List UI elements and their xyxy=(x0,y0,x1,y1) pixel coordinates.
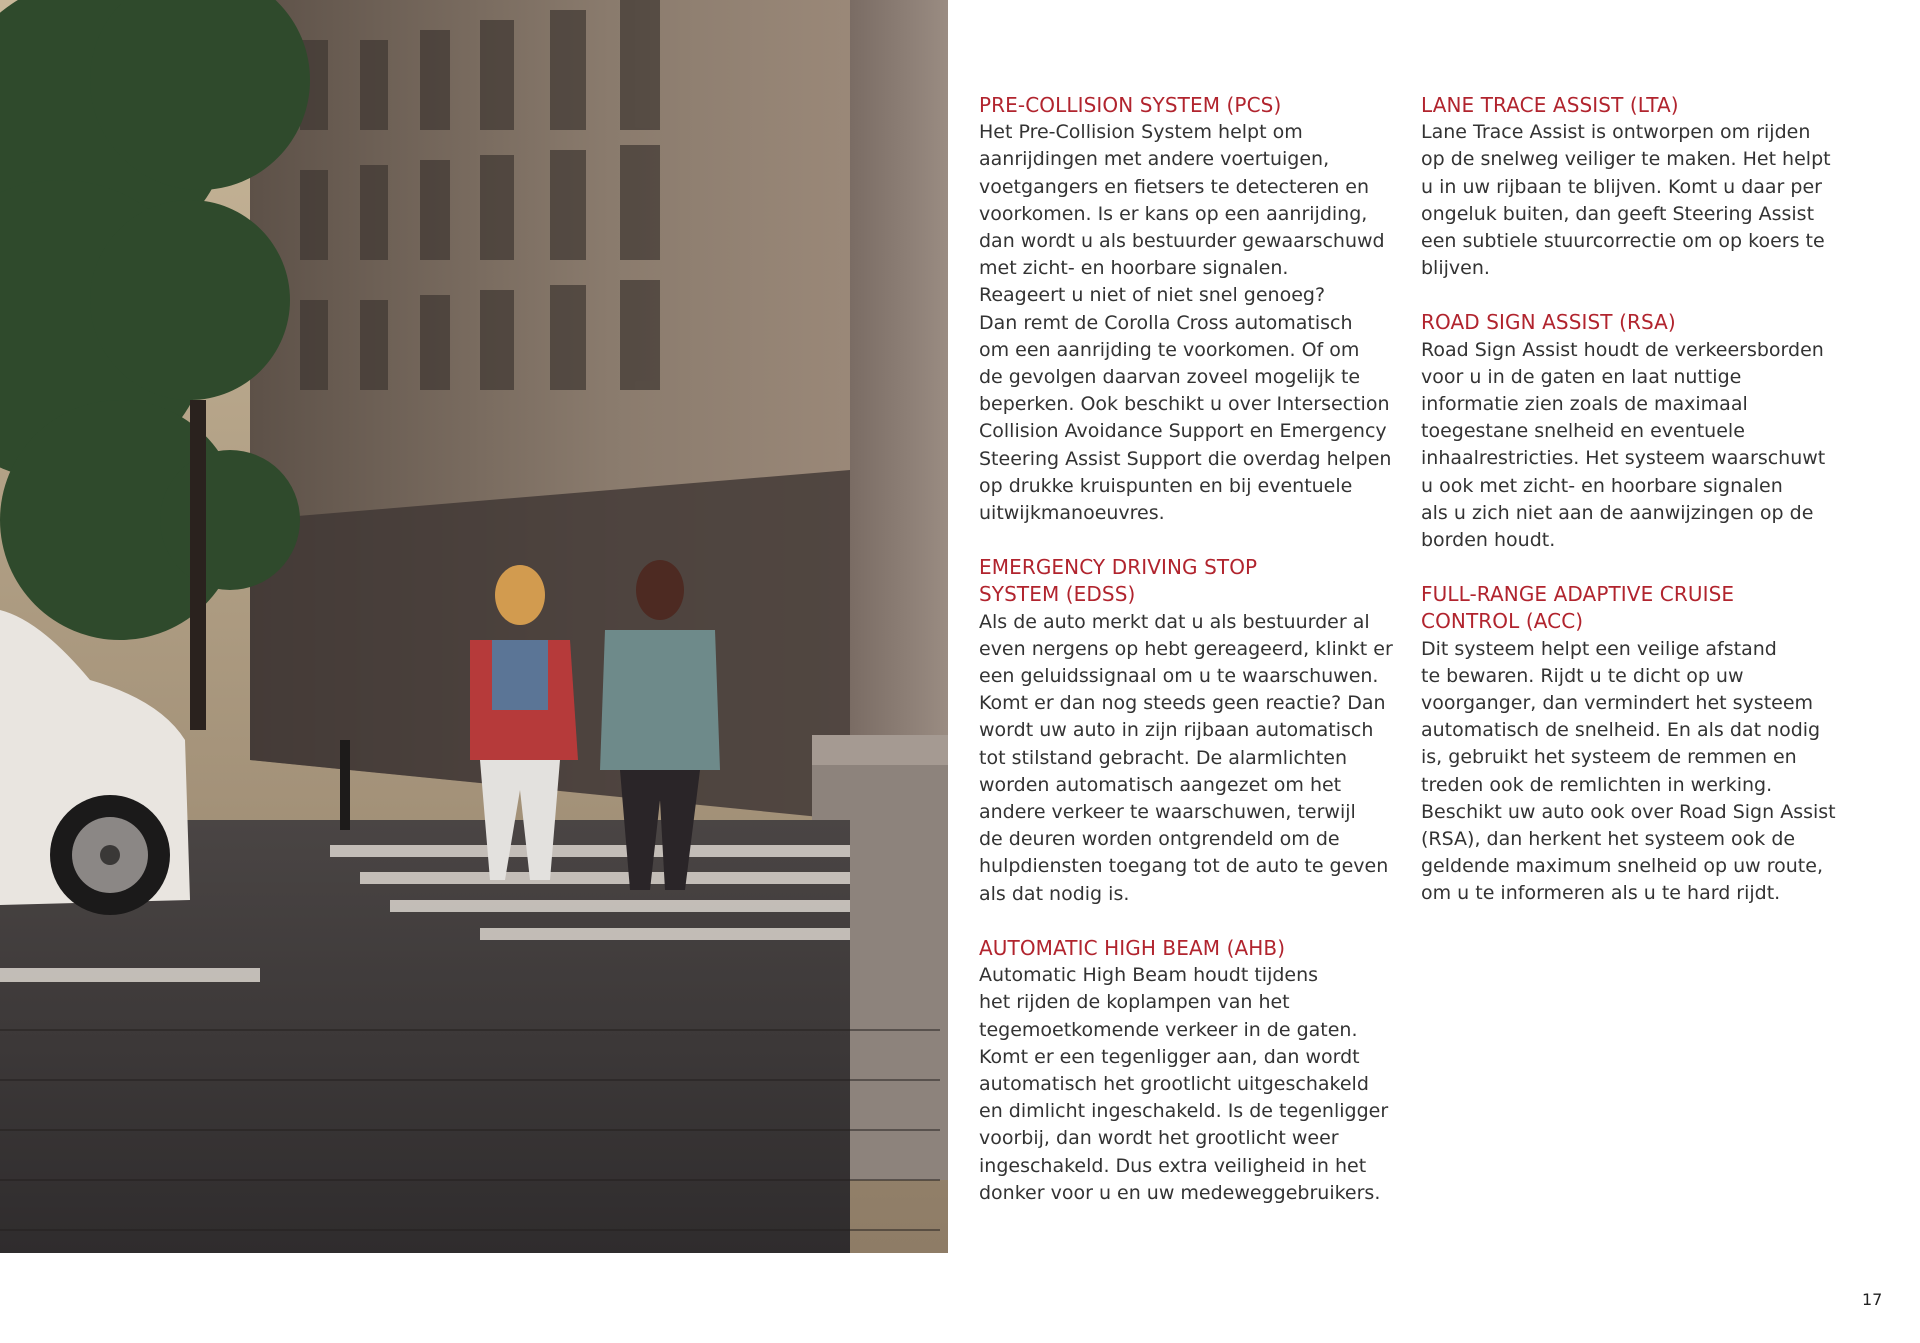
street-photo-illustration xyxy=(0,0,948,1253)
section-acc xyxy=(1421,581,1845,907)
section-body: Het Pre-Collision System helpt om aanrijdingen met andere voertuigen, voetgangers en fietsers te detecteren en voorkomen. Is er kans op een aanrijding, dan wordt u als bestuurder gewaarschuwd met zicht- en hoorbare signalen. Reageert u niet of niet snel genoeg? Dan remt de Corolla Cross automatisch om een aanrijding te voorkomen. Of om de gevolgen daarvan zoveel mogelijk te beperken. Ook beschikt u over Intersection Collision Avoidance Support en Emergency Steering Assist Support die overdag helpen op drukke kruispunten en bij eventuele uitwijkmanoeuvres. xyxy=(979,121,1392,525)
section-edss xyxy=(979,554,1403,908)
section-heading: EMERGENCY DRIVING STOP SYSTEM (EDSS) xyxy=(979,555,1258,607)
section-body: Lane Trace Assist is ontworpen om rijden op de snelweg veiliger te maken. Het helpt u in uw rijbaan te blijven. Komt u daar per ongeluk buiten, dan geeft Steering Assist een subtiele stuurcorrectie om op koers te blijven. xyxy=(1421,121,1831,280)
section-heading: ROAD SIGN ASSIST (RSA) xyxy=(1421,310,1676,335)
section-heading: FULL-RANGE ADAPTIVE CRUISE CONTROL (ACC) xyxy=(1421,582,1735,634)
section-body: Automatic High Beam houdt tijdens het rijden de koplampen van het tegemoetkomende verkeer in de gaten. Komt er een tegenligger aan, dan wordt automatisch het grootlicht uitgeschakeld en dimlicht ingeschakeld. Is de tegenligger voorbij, dan wordt het grootlicht weer ingeschakeld. Dus extra veiligheid in het donker voor u en uw medeweggebruikers. xyxy=(979,964,1389,1204)
section-rsa xyxy=(1421,309,1845,554)
section-body: Road Sign Assist houdt de verkeersborden voor u in de gaten en laat nuttige informatie zien zoals de maximaal toegestane snelheid en eventuele inhaalrestricties. Het systeem waarschuwt u ook met zicht- en hoorbare signalen als u zich niet aan de aanwijzingen op de borden houdt. xyxy=(1421,338,1826,552)
text-column-left xyxy=(979,92,1403,1234)
section-body: Als de auto merkt dat u als bestuurder al even nergens op hebt gereageerd, klinkt er een geluidssignaal om u te waarschuwen. Komt er dan nog steeds geen reactie? Dan wordt uw auto in zijn rijbaan automatisch tot stilstand gebracht. De alarmlichten worden automatisch aangezet om het andere verkeer te waarschuwen, terwijl de deuren worden ontgrendeld om de hulpdiensten toegang tot de auto te geven als dat nodig is. xyxy=(979,610,1393,905)
section-heading: LANE TRACE ASSIST (LTA) xyxy=(1421,93,1679,117)
section-pcs xyxy=(979,92,1403,527)
section-lta xyxy=(1421,92,1845,282)
text-column-right xyxy=(1421,92,1845,935)
section-ahb xyxy=(979,935,1403,1207)
section-body: Dit systeem helpt een veilige afstand te bewaren. Rijdt u te dicht op uw voorganger, dan vermindert het systeem automatisch de snelheid. En als dat nodig is, gebruikt het systeem de remmen en treden ook de remlichten in werking. Beschikt uw auto ook over Road Sign Assist (RSA), dan herkent het systeem ook de geldende maximum snelheid op uw route, om u te informeren als u te hard rijdt. xyxy=(1421,637,1836,905)
section-heading: AUTOMATIC HIGH BEAM (AHB) xyxy=(979,935,1286,960)
section-heading: PRE-COLLISION SYSTEM (PCS) xyxy=(979,93,1282,117)
street-photo xyxy=(0,0,948,1253)
page-number: 17 xyxy=(1862,1290,1883,1309)
